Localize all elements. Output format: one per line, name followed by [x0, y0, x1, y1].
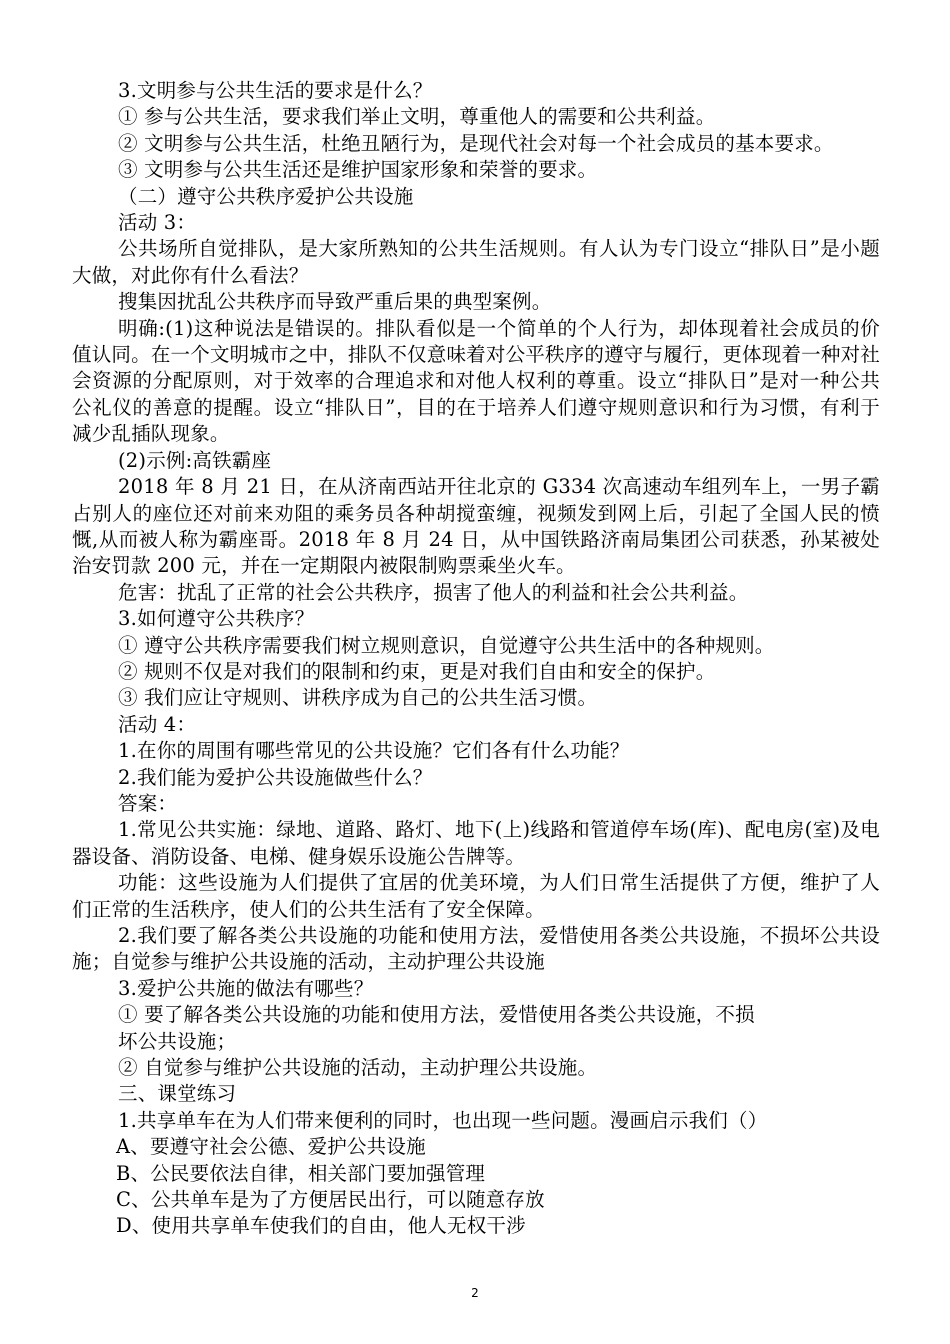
paragraph: 活动 3：: [118, 211, 197, 235]
paragraph: 搜集因扰乱公共秩序而导致严重后果的典型案例。: [118, 290, 552, 314]
paragraph: 2.我们要了解各类公共设施的功能和使用方法，爱惜使用各类公共设施，不损坏公共设施；自觉参与维护公共设施的活动，主动护理公共设施: [72, 924, 880, 974]
answer-option: C、公共单车是为了方便居民出行，可以随意存放: [116, 1188, 545, 1212]
paragraph: （二）遵守公共秩序爱护公共设施: [118, 184, 414, 208]
page-number: 2: [471, 1286, 479, 1300]
paragraph: ① 参与公共生活，要求我们举止文明，尊重他人的需要和公共利益。: [118, 105, 716, 129]
paragraph: 答案：: [118, 791, 178, 815]
paragraph: 1.常见公共实施：绿地、道路、路灯、地下(上)线路和管道停车场(库)、配电房(室)及电器设备、消防设备、电梯、健身娱乐设施公告牌等。: [72, 818, 880, 868]
answer-option: A、要遵守社会公德、爱护公共设施: [116, 1135, 426, 1159]
answer-option: B、公民要依法自律，相关部门要加强管理: [116, 1161, 486, 1185]
paragraph: 2018 年 8 月 21 日，在从济南西站开往北京的 G334 次高速动车组列车上，一男子霸占别人的座位还对前来劝阻的乘务员各种胡搅蛮缠，视频发到网上后，引起了全国人民的愤慨,从而被人称为霸座哥。2018 年 8 月 24 日，从中国铁路济南局集团公司获悉，孙某被处治安罚款 200 元，并在一定期限内被限制购票乘坐火车。: [72, 475, 880, 578]
paragraph: 3.爱护公共施的做法有哪些？: [118, 976, 374, 1000]
paragraph: ① 遵守公共秩序需要我们树立规则意识，自觉遵守公共生活中的各种规则。: [118, 633, 775, 657]
paragraph: 1.在你的周围有哪些常见的公共设施？它们各有什么功能？: [118, 739, 630, 763]
paragraph: ② 规则不仅是对我们的限制和约束，更是对我们自由和安全的保护。: [118, 659, 716, 683]
paragraph: 1.共享单车在为人们带来便利的同时，也出现一些问题。漫画启示我们（）: [118, 1108, 768, 1132]
paragraph: 明确:(1)这种说法是错误的。排队看似是一个简单的个人行为，却体现着社会成员的价值认同。在一个文明城市之中，排队不仅意味着对公平秩序的遵守与履行，更体现着一种对社会资源的分配原则，对于效率的合理追求和对他人权利的尊重。设立“排队日”是对一种公共公礼仪的善意的提醒。设立“排队日”，目的在于培养人们遵守规则意识和行为习惯，有利于减少乱插队现象。: [72, 316, 880, 446]
paragraph: 3.文明参与公共生活的要求是什么？: [118, 79, 433, 102]
paragraph: 3.如何遵守公共秩序？: [118, 607, 315, 631]
paragraph: 危害：扰乱了正常的社会公共秩序，损害了他人的利益和社会公共利益。: [118, 580, 749, 604]
paragraph: ② 文明参与公共生活，杜绝丑陋行为，是现代社会对每一个社会成员的基本要求。: [118, 131, 834, 155]
paragraph: 公共场所自觉排队，是大家所熟知的公共生活规则。有人认为专门设立“排队日”是小题大做，对此你有什么看法？: [72, 237, 880, 287]
answer-option: D、使用共享单车使我们的自由，他人无权干涉: [116, 1214, 526, 1238]
paragraph: 活动 4：: [118, 712, 197, 736]
paragraph: 坏公共设施；: [118, 1029, 237, 1053]
paragraph: ① 要了解各类公共设施的功能和使用方法，爱惜使用各类公共设施，不损: [118, 1003, 755, 1027]
paragraph: (2)示例:高铁霸座: [118, 448, 272, 472]
paragraph: 三、课堂练习: [118, 1082, 237, 1106]
paragraph: 2.我们能为爱护公共设施做些什么？: [118, 765, 433, 789]
paragraph: ③ 文明参与公共生活还是维护国家形象和荣誉的要求。: [118, 158, 598, 182]
paragraph: 功能：这些设施为人们提供了宜居的优美环境，为人们日常生活提供了方便，维护了人们正常的生活秩序，使人们的公共生活有了安全保障。: [72, 871, 880, 921]
paragraph: ③ 我们应让守规则、讲秩序成为自己的公共生活习惯。: [118, 686, 598, 710]
paragraph: ② 自觉参与维护公共设施的活动，主动护理公共设施。: [118, 1056, 598, 1080]
document-body: [72, 78, 880, 1240]
